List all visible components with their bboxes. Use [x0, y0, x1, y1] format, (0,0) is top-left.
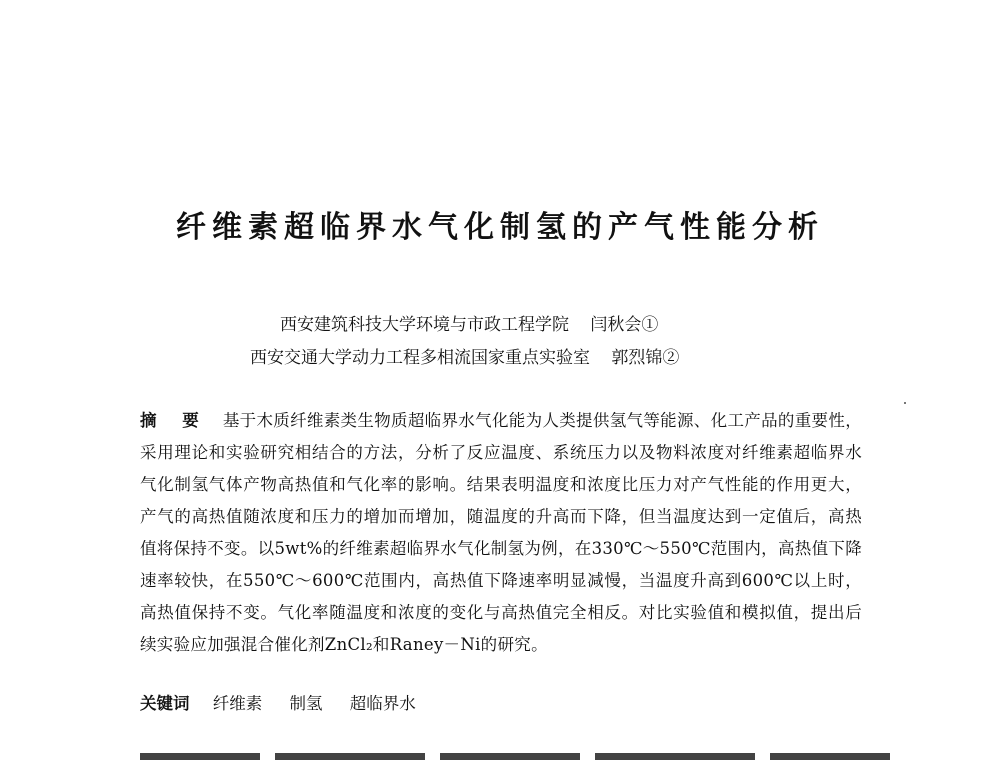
keywords-label: 关键词: [140, 694, 190, 713]
affiliation-org: 西安建筑科技大学环境与市政工程学院: [280, 315, 569, 335]
author-name: 郭烈锦②: [611, 348, 680, 368]
affiliation-2: [0, 346, 1000, 370]
abstract: [140, 405, 862, 661]
abstract-label: 摘 要: [140, 411, 209, 430]
scan-speck: [904, 402, 906, 404]
abstract-text: 基于木质纤维素类生物质超临界水气化能为人类提供氢气等能源、化工产品的重要性，采用理论和实验研究相结合的方法，分析了反应温度、系统压力以及物料浓度对纤维素超临界水气化制氢气体产物高热值和气化率的影响。结果表明温度和浓度比压力对产气性能的作用更大，产气的高热值随浓度和压力的增加而增加，随温度的升高而下降，但当温度达到一定值后，高热值将保持不变。以5wt%的纤维素超临界水气化制氢为例，在330℃～550℃范围内，高热值下降速率较快，在550℃～600℃范围内，高热值下降速率明显减慢，当温度升高到600℃以上时，高热值保持不变。气化率随温度和浓度的变化与高热值完全相反。对比实验值和模拟值，提出后续实验应加强混合催化剂ZnCl₂和Raney－Ni的研究。: [140, 411, 862, 654]
keyword: 制氢: [289, 694, 323, 713]
author-name: 闫秋会①: [590, 315, 659, 335]
keyword: 纤维素: [212, 694, 263, 713]
paper-title: 纤维素超临界水气化制氢的产气性能分析: [176, 210, 824, 245]
keywords: [140, 690, 438, 718]
cut-off-text-line: [140, 748, 900, 760]
affiliation-1: [0, 313, 1000, 337]
affiliation-org: 西安交通大学动力工程多相流国家重点实验室: [250, 348, 590, 368]
keyword: 超临界水: [349, 694, 416, 713]
